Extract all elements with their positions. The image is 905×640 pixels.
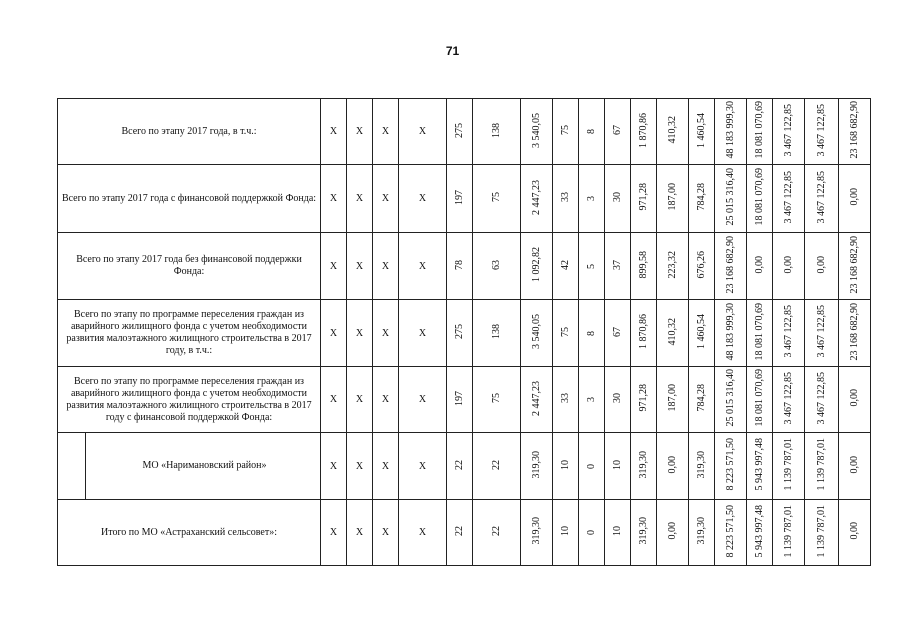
value-cell [747,433,773,500]
value-cell [553,300,579,367]
value-text: 8 223 571,50 [724,504,736,558]
value-text: 3 [585,397,597,402]
value-cell [689,165,715,233]
value-cell [521,367,553,433]
mark-cell: X [399,433,447,500]
value-cell [657,233,689,300]
value-text: 22 [490,459,502,470]
value-text: 3 467 122,85 [782,305,794,358]
value-cell [657,165,689,233]
value-cell [747,500,773,566]
value-text: 410,32 [666,116,678,144]
value-cell [579,433,605,500]
value-text: 223,32 [666,250,678,279]
data-table [57,98,903,566]
value-text: 1 870,86 [637,314,649,349]
mark-cell: X [321,500,347,566]
value-text: 18 081 070,69 [753,302,765,361]
page-number: 71 [445,44,460,58]
value-cell [715,300,747,367]
value-text: 0,00 [848,389,860,407]
value-cell [631,500,657,566]
value-cell [657,99,689,165]
value-cell [473,233,521,300]
value-cell [839,99,871,165]
mark-cell: X [321,433,347,500]
mark-cell: X [373,367,399,433]
value-text: 319,30 [530,450,542,479]
value-text: 0,00 [848,188,860,206]
value-text: 0,00 [815,255,827,274]
indent-cell [58,433,86,500]
mark-cell: X [347,165,373,233]
value-text: 1 460,54 [695,112,707,148]
row-label: Всего по этапу по программе переселения граждан из аварийного жилищного фонда с учетом необходимости развития малоэтажного жилищного строительства в 2017 году, в т.ч.: [58,300,321,367]
value-text: 3 467 122,85 [782,170,794,224]
value-cell [473,99,521,165]
value-cell [747,367,773,433]
value-cell [839,300,871,367]
value-text: 3 467 122,85 [815,371,827,425]
value-text: 8 [585,129,597,134]
value-cell [579,300,605,367]
value-text: 319,30 [637,450,649,479]
value-text: 22 [453,459,465,470]
mark-cell: X [373,233,399,300]
value-text: 319,30 [695,450,707,479]
value-text: 3 [585,196,597,201]
value-text: 3 467 122,85 [782,371,794,425]
value-cell [715,99,747,165]
mark-cell: X [321,233,347,300]
value-cell [605,165,631,233]
value-cell [839,165,871,233]
value-cell [473,433,521,500]
value-cell [447,233,473,300]
value-cell [631,99,657,165]
value-cell [773,300,805,367]
value-cell [553,433,579,500]
row-label: Всего по этапу по программе переселения граждан из аварийного жилищного фонда с учетом необходимости развития малоэтажного жилищного строительства в 2017 году с финансовой поддержкой Фонда: [58,367,321,433]
mark-cell: X [373,300,399,367]
value-cell [579,233,605,300]
mark-cell: X [347,367,373,433]
value-text: 48 183 999,30 [724,302,736,361]
value-text: 75 [559,125,571,135]
table-row [58,165,903,233]
value-text: 78 [453,259,465,270]
value-text: 48 183 999,30 [724,101,736,159]
value-cell [631,300,657,367]
value-text: 3 467 122,85 [782,103,794,157]
value-cell [631,233,657,300]
value-cell [579,500,605,566]
value-text: 0,00 [782,255,794,274]
value-cell [553,99,579,165]
value-text: 0,00 [666,522,678,540]
value-text: 0,00 [848,455,860,474]
value-text: 10 [559,459,571,470]
value-text: 8 [585,330,597,336]
value-cell [657,500,689,566]
mark-cell: X [373,433,399,500]
value-cell [631,165,657,233]
value-text: 5 943 997,48 [753,504,765,558]
mark-cell: X [399,233,447,300]
value-cell [447,500,473,566]
value-cell [773,99,805,165]
value-text: 1 460,54 [695,314,707,349]
value-cell [715,367,747,433]
value-text: 410,32 [666,317,678,346]
value-text: 10 [611,526,623,536]
value-text: 42 [559,259,571,270]
value-cell [805,99,839,165]
value-text: 187,00 [666,384,678,412]
value-cell [553,233,579,300]
value-text: 3 467 122,85 [815,103,827,157]
value-cell [605,500,631,566]
value-cell [747,99,773,165]
value-cell [631,367,657,433]
value-cell [605,433,631,500]
value-cell [839,367,871,433]
value-text: 23 168 682,90 [724,235,736,294]
value-cell [447,99,473,165]
value-text: 3 467 122,85 [815,305,827,358]
value-text: 5 943 997,48 [753,438,765,491]
value-text: 138 [490,122,502,138]
table-row [58,233,903,300]
value-cell [839,233,871,300]
value-text: 784,28 [695,183,707,211]
table-row [58,500,903,566]
table-row [58,433,903,500]
value-cell [715,500,747,566]
value-text: 10 [559,526,571,536]
value-cell [605,300,631,367]
value-text: 319,30 [530,517,542,545]
value-text: 37 [611,259,623,270]
value-text: 197 [453,390,465,406]
mark-cell: X [373,165,399,233]
value-cell [521,300,553,367]
value-text: 1 139 787,01 [815,438,827,491]
value-text: 10 [611,459,623,470]
value-text: 319,30 [695,517,707,545]
value-cell [773,233,805,300]
value-cell [521,165,553,233]
value-cell [473,165,521,233]
value-text: 0 [585,530,597,535]
value-cell [605,367,631,433]
value-cell [715,233,747,300]
mark-cell: X [399,165,447,233]
value-cell [805,433,839,500]
value-cell [553,367,579,433]
mark-cell: X [321,300,347,367]
value-cell [773,367,805,433]
value-cell [521,433,553,500]
value-cell [657,433,689,500]
mark-cell: X [399,300,447,367]
value-text: 319,30 [637,517,649,545]
value-cell [689,433,715,500]
value-text: 3 540,05 [530,314,542,349]
value-cell [747,165,773,233]
value-text: 138 [490,324,502,339]
value-cell [805,165,839,233]
value-cell [747,233,773,300]
value-text: 18 081 070,69 [753,168,765,226]
value-cell [473,300,521,367]
value-cell [521,500,553,566]
value-text: 5 [585,263,597,269]
value-text: 0 [585,463,597,469]
value-cell [473,367,521,433]
value-cell [715,165,747,233]
value-text: 1 139 787,01 [782,504,794,558]
value-text: 0,00 [848,522,860,540]
value-cell [689,99,715,165]
mark-cell: X [373,99,399,165]
table-row [58,99,903,165]
value-cell [805,300,839,367]
value-text: 187,00 [666,183,678,211]
value-cell [689,233,715,300]
value-cell [715,433,747,500]
value-text: 971,28 [637,183,649,211]
value-text: 0,00 [753,255,765,274]
mark-cell: X [399,367,447,433]
value-text: 18 081 070,69 [753,369,765,427]
value-cell [553,500,579,566]
value-text: 63 [490,259,502,270]
value-text: 67 [611,125,623,135]
value-cell [447,433,473,500]
value-text: 75 [490,192,502,202]
value-text: 30 [611,393,623,403]
value-cell [689,500,715,566]
value-cell [657,367,689,433]
value-text: 1 092,82 [530,247,542,282]
value-text: 1 870,86 [637,112,649,148]
value-text: 3 467 122,85 [815,170,827,224]
value-cell [579,367,605,433]
value-cell [805,500,839,566]
value-cell [805,233,839,300]
value-text: 25 015 316,40 [724,168,736,226]
value-cell [521,233,553,300]
value-cell [773,165,805,233]
value-cell [473,500,521,566]
mark-cell: X [347,433,373,500]
value-cell [447,367,473,433]
value-text: 18 081 070,69 [753,101,765,159]
value-cell [579,165,605,233]
mark-cell: X [321,165,347,233]
mark-cell: X [347,500,373,566]
value-cell [631,433,657,500]
row-label: Всего по этапу 2017 года, в т.ч.: [58,99,321,165]
value-text: 971,28 [637,384,649,412]
value-text: 23 168 682,90 [848,302,860,361]
mark-cell: X [321,367,347,433]
value-cell [689,367,715,433]
value-text: 22 [453,526,465,536]
value-cell [773,433,805,500]
value-text: 67 [611,326,623,337]
value-text: 784,28 [695,384,707,412]
row-label: МО «Наримановский район» [86,433,321,500]
value-cell [773,500,805,566]
table-row [58,367,903,433]
value-text: 2 447,23 [530,380,542,416]
value-text: 23 168 682,90 [848,235,860,294]
value-text: 197 [453,189,465,205]
value-cell [447,165,473,233]
value-text: 676,26 [695,250,707,279]
value-text: 8 223 571,50 [724,438,736,491]
value-cell [747,300,773,367]
value-text: 75 [490,393,502,403]
value-cell [579,99,605,165]
value-text: 22 [490,526,502,536]
value-cell [447,300,473,367]
row-label: Итого по МО «Астраханский сельсовет»: [58,500,321,566]
value-text: 2 447,23 [530,179,542,215]
value-cell [605,233,631,300]
value-cell [805,367,839,433]
value-text: 275 [453,122,465,138]
mark-cell: X [347,233,373,300]
value-cell [657,300,689,367]
value-text: 3 540,05 [530,112,542,148]
value-text: 1 139 787,01 [782,438,794,491]
value-cell [839,433,871,500]
value-text: 899,58 [637,250,649,279]
value-cell [605,99,631,165]
value-text: 75 [559,326,571,337]
value-cell [521,99,553,165]
mark-cell: X [321,99,347,165]
mark-cell: X [347,300,373,367]
table-row [58,300,903,367]
row-label: Всего по этапу 2017 года без финансовой поддержки Фонда: [58,233,321,300]
value-text: 25 015 316,40 [724,369,736,427]
value-text: 33 [559,393,571,403]
value-cell [839,500,871,566]
value-text: 1 139 787,01 [815,504,827,558]
value-text: 0,00 [666,455,678,474]
value-cell [689,300,715,367]
mark-cell: X [399,99,447,165]
value-text: 275 [453,324,465,339]
row-label: Всего по этапу 2017 года с финансовой поддержкой Фонда: [58,165,321,233]
mark-cell: X [347,99,373,165]
value-text: 33 [559,192,571,202]
mark-cell: X [399,500,447,566]
value-text: 30 [611,192,623,202]
value-text: 23 168 682,90 [848,101,860,159]
mark-cell: X [373,500,399,566]
value-cell [553,165,579,233]
